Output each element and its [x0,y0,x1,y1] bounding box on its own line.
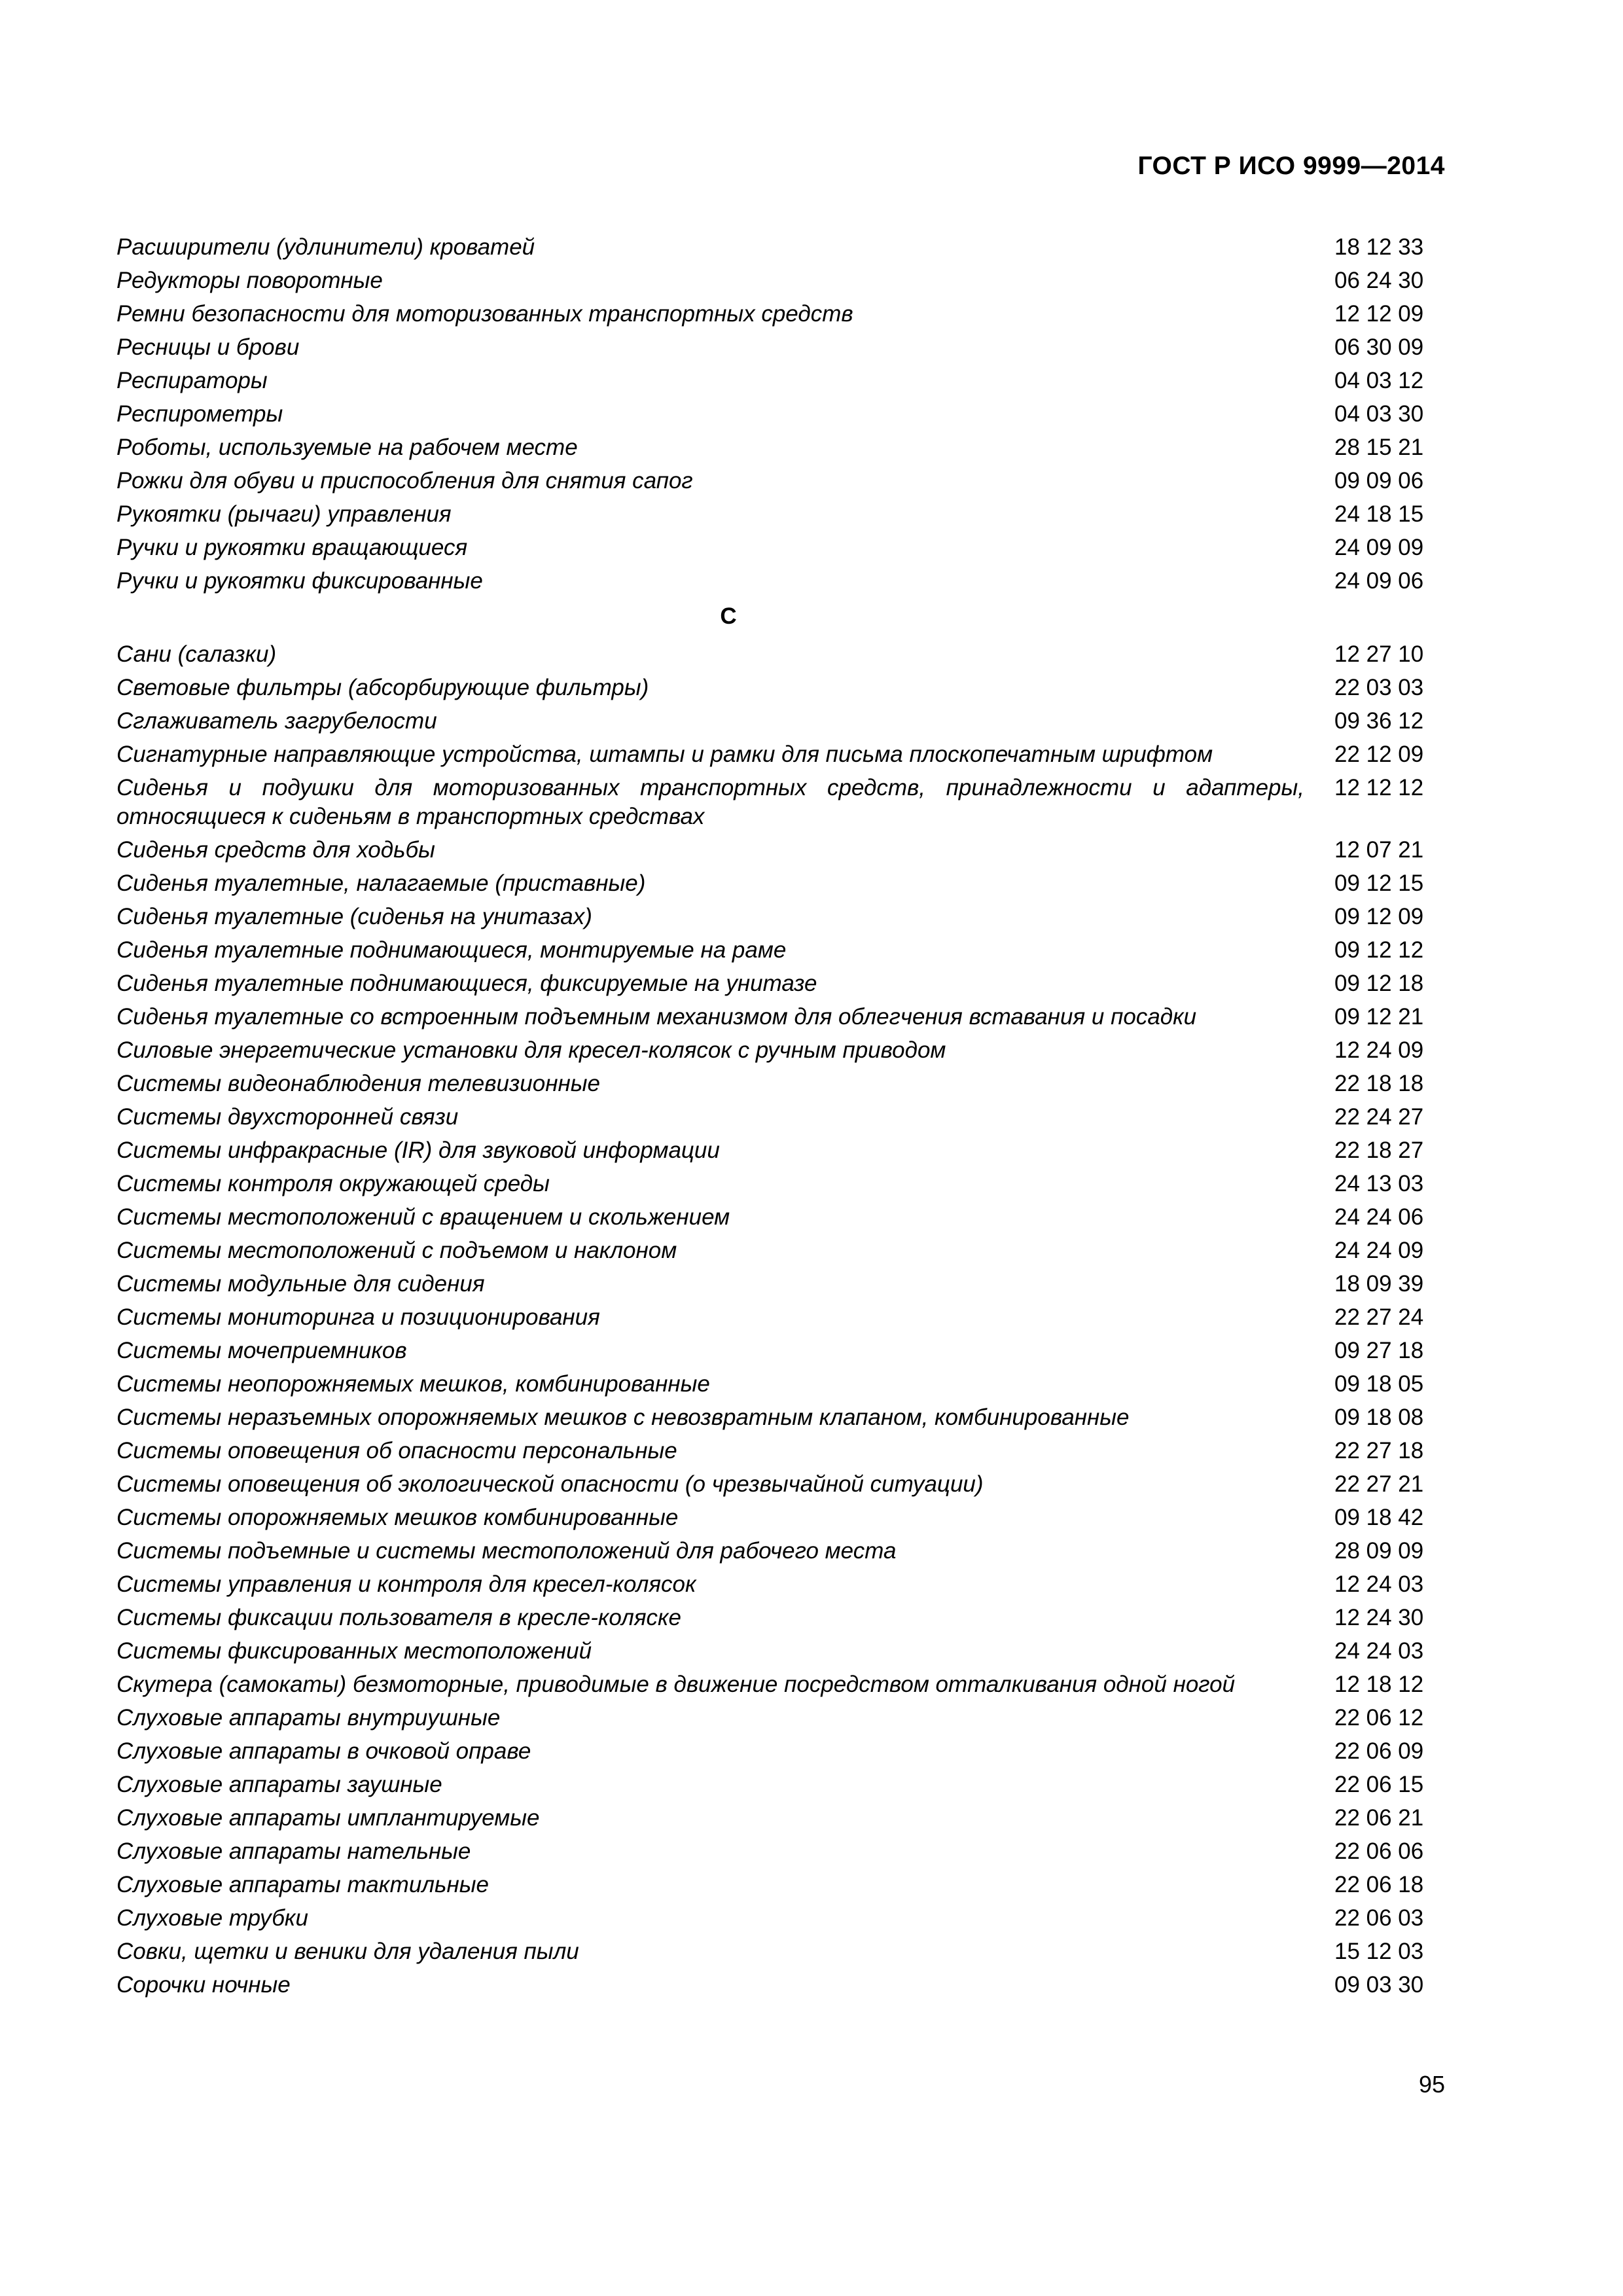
section-letter-heading: С [720,603,737,629]
index-term: Световые фильтры (абсорбирующие фильтры) [116,675,649,700]
index-entry [116,869,1445,898]
index-entry [116,1437,1445,1465]
index-term: Слуховые аппараты имплантируемые [116,1805,540,1831]
classification-code: 09 12 15 [1334,870,1424,896]
classification-code: 09 12 18 [1334,971,1424,996]
index-term: Слуховые аппараты заушные [116,1772,442,1797]
classification-code: 12 24 30 [1334,1605,1424,1630]
index-entry [116,500,1445,529]
index-term: Скутера (самокаты) безмоторные, приводимые в движение посредством отталкивания одной ногой [116,1672,1236,1697]
index-term: Ремни безопасности для моторизованных транспортных средств [116,301,853,327]
index-entry [116,333,1445,362]
index-term: Сиденья средств для ходьбы [116,837,435,863]
index-entry [116,1770,1445,1799]
classification-code: 22 03 03 [1334,675,1424,700]
index-term: Сиденья туалетные со встроенным подъемным механизмом для облегчения вставания и посадки [116,1004,1197,1030]
classification-code: 22 06 21 [1334,1805,1424,1831]
index-entry [116,233,1445,262]
index-entry [116,1470,1445,1499]
classification-code: 24 09 09 [1334,535,1424,560]
index-term: Слуховые аппараты нательные [116,1839,471,1864]
index-entry [116,936,1445,965]
classification-code: 22 06 12 [1334,1705,1424,1731]
index-entry [116,707,1445,736]
classification-code: 12 07 21 [1334,837,1424,863]
classification-code: 24 18 15 [1334,501,1424,527]
classification-code: 22 06 03 [1334,1905,1424,1931]
index-term: Сглаживатель загрубелости [116,708,437,734]
index-term: Редукторы поворотные [116,268,383,293]
index-term: Сиденья и подушки для моторизованных транспортных средств, принадлежности и адаптеры, относящиеся к сиденьям в транспортных средствах [116,775,1304,829]
index-entry [116,1136,1445,1165]
index-entry [116,1403,1445,1432]
classification-code: 09 18 08 [1334,1405,1424,1430]
classification-code: 22 27 18 [1334,1438,1424,1463]
index-term: Сиденья туалетные поднимающиеся, монтируемые на раме [116,937,787,963]
index-entry [116,1537,1445,1566]
index-term: Системы опорожняемых мешков комбинированные [116,1505,679,1530]
section-r-list [116,233,1445,596]
index-term: Системы контроля окружающей среды [116,1171,550,1196]
index-entry [116,1336,1445,1365]
index-term: Системы местоположений с вращением и скольжением [116,1204,730,1230]
index-entry [116,266,1445,295]
classification-code: 22 06 18 [1334,1872,1424,1897]
classification-code: 12 12 12 [1334,775,1424,800]
classification-code: 22 27 24 [1334,1304,1424,1330]
index-entry [116,969,1445,998]
classification-code: 22 06 09 [1334,1738,1424,1764]
classification-code: 06 24 30 [1334,268,1424,293]
index-entry [116,1871,1445,1899]
index-term: Слуховые трубки [116,1905,308,1931]
classification-code: 09 18 05 [1334,1371,1424,1397]
index-term: Системы оповещения об экологической опасности (о чрезвычайной ситуации) [116,1471,984,1497]
classification-code: 24 13 03 [1334,1171,1424,1196]
classification-code: 28 09 09 [1334,1538,1424,1564]
index-entry [116,1170,1445,1198]
classification-code: 28 15 21 [1334,435,1424,460]
classification-code: 09 12 09 [1334,904,1424,929]
index-entry [116,1236,1445,1265]
index-term: Расширители (удлинители) кроватей [116,234,535,260]
classification-code: 04 03 12 [1334,368,1424,393]
index-term: Сиденья туалетные поднимающиеся, фиксируемые на унитазе [116,971,817,996]
index-entry [116,400,1445,429]
index-term: Системы двухсторонней связи [116,1104,459,1130]
classification-code: 24 24 09 [1334,1238,1424,1263]
index-term: Системы местоположений с подъемом и наклоном [116,1238,677,1263]
index-term: Системы оповещения об опасности персональные [116,1438,677,1463]
index-term: Совки, щетки и веники для удаления пыли [116,1939,579,1964]
index-entry [116,1704,1445,1732]
index-entry [116,1036,1445,1065]
page-number: 95 [1418,2071,1445,2098]
classification-code: 24 24 03 [1334,1638,1424,1664]
index-entry [116,1069,1445,1098]
index-term: Системы неопорожняемых мешков, комбинированные [116,1371,710,1397]
index-entry [116,1503,1445,1532]
index-term: Респираторы [116,368,268,393]
index-entry [116,1103,1445,1132]
document-code-header: ГОСТ Р ИСО 9999—2014 [1137,152,1445,180]
index-entry [116,1604,1445,1632]
index-term: Системы фиксированных местоположений [116,1638,592,1664]
index-term: Системы подъемные и системы местоположений для рабочего места [116,1538,897,1564]
index-term: Слуховые аппараты тактильные [116,1872,489,1897]
classification-code: 24 09 06 [1334,568,1424,594]
index-entry [116,1670,1445,1699]
alphabetical-index [116,233,1445,2004]
classification-code: 18 12 33 [1334,234,1424,260]
index-term: Силовые энергетические установки для кресел-колясок с ручным приводом [116,1037,946,1063]
index-entry [116,1804,1445,1833]
index-term: Рукоятки (рычаги) управления [116,501,452,527]
classification-code: 12 24 09 [1334,1037,1424,1063]
classification-code: 09 18 42 [1334,1505,1424,1530]
index-entry [116,567,1445,596]
index-entry [116,903,1445,931]
classification-code: 24 24 06 [1334,1204,1424,1230]
index-entry [116,1570,1445,1599]
index-term: Респирометры [116,401,283,427]
index-entry [116,1270,1445,1299]
classification-code: 22 06 15 [1334,1772,1424,1797]
index-entry [116,1370,1445,1399]
index-entry [116,433,1445,462]
classification-code: 09 27 18 [1334,1338,1424,1363]
index-entry [116,1637,1445,1666]
index-entry [116,1003,1445,1031]
classification-code: 12 12 09 [1334,301,1424,327]
index-entry [116,1904,1445,1933]
index-term: Ручки и рукоятки фиксированные [116,568,483,594]
index-entry [116,300,1445,329]
classification-code: 12 27 10 [1334,641,1424,667]
index-term: Слуховые аппараты в очковой оправе [116,1738,531,1764]
classification-code: 12 18 12 [1334,1672,1424,1697]
index-entry [116,1971,1445,2000]
classification-code: 09 03 30 [1334,1972,1424,1998]
classification-code: 09 09 06 [1334,468,1424,493]
index-entry [116,774,1445,831]
classification-code: 09 12 21 [1334,1004,1424,1030]
classification-code: 04 03 30 [1334,401,1424,427]
index-term: Системы мониторинга и позиционирования [116,1304,600,1330]
index-entry [116,673,1445,702]
index-term: Системы фиксации пользователя в кресле-коляске [116,1605,682,1630]
index-term: Слуховые аппараты внутриушные [116,1705,501,1731]
classification-code: 22 27 21 [1334,1471,1424,1497]
index-entry [116,1837,1445,1866]
index-entry [116,836,1445,865]
classification-code: 18 09 39 [1334,1271,1424,1297]
classification-code: 09 12 12 [1334,937,1424,963]
index-entry [116,1203,1445,1232]
index-term: Системы мочеприемников [116,1338,407,1363]
classification-code: 12 24 03 [1334,1571,1424,1597]
index-entry [116,640,1445,669]
index-term: Системы неразъемных опорожняемых мешков с невозвратным клапаном, комбинированные [116,1405,1130,1430]
index-term: Ручки и рукоятки вращающиеся [116,535,468,560]
index-term: Рожки для обуви и приспособления для снятия сапог [116,468,693,493]
classification-code: 06 30 09 [1334,334,1424,360]
classification-code: 22 18 27 [1334,1138,1424,1163]
index-term: Системы инфракрасные (IR) для звуковой информации [116,1138,720,1163]
section-s-list [116,640,1445,2000]
index-term: Ресницы и брови [116,334,300,360]
classification-code: 15 12 03 [1334,1939,1424,1964]
index-term: Сигнатурные направляющие устройства, штампы и рамки для письма плоскопечатным шрифтом [116,742,1213,767]
index-term: Сорочки ночные [116,1972,291,1998]
index-entry [116,467,1445,495]
index-term: Системы видеонаблюдения телевизионные [116,1071,600,1096]
classification-code: 22 24 27 [1334,1104,1424,1130]
classification-code: 22 06 06 [1334,1839,1424,1864]
classification-code: 22 18 18 [1334,1071,1424,1096]
index-entry [116,367,1445,395]
index-entry [116,533,1445,562]
classification-code: 09 36 12 [1334,708,1424,734]
index-term: Сиденья туалетные (сиденья на унитазах) [116,904,592,929]
index-entry [116,1737,1445,1766]
index-entry [116,1303,1445,1332]
index-term: Системы модульные для сидения [116,1271,485,1297]
index-entry [116,1937,1445,1966]
index-term: Системы управления и контроля для кресел-колясок [116,1571,696,1597]
index-term: Сани (салазки) [116,641,277,667]
index-term: Сиденья туалетные, налагаемые (приставные) [116,870,646,896]
index-term: Роботы, используемые на рабочем месте [116,435,578,460]
index-entry [116,740,1445,769]
classification-code: 22 12 09 [1334,742,1424,767]
